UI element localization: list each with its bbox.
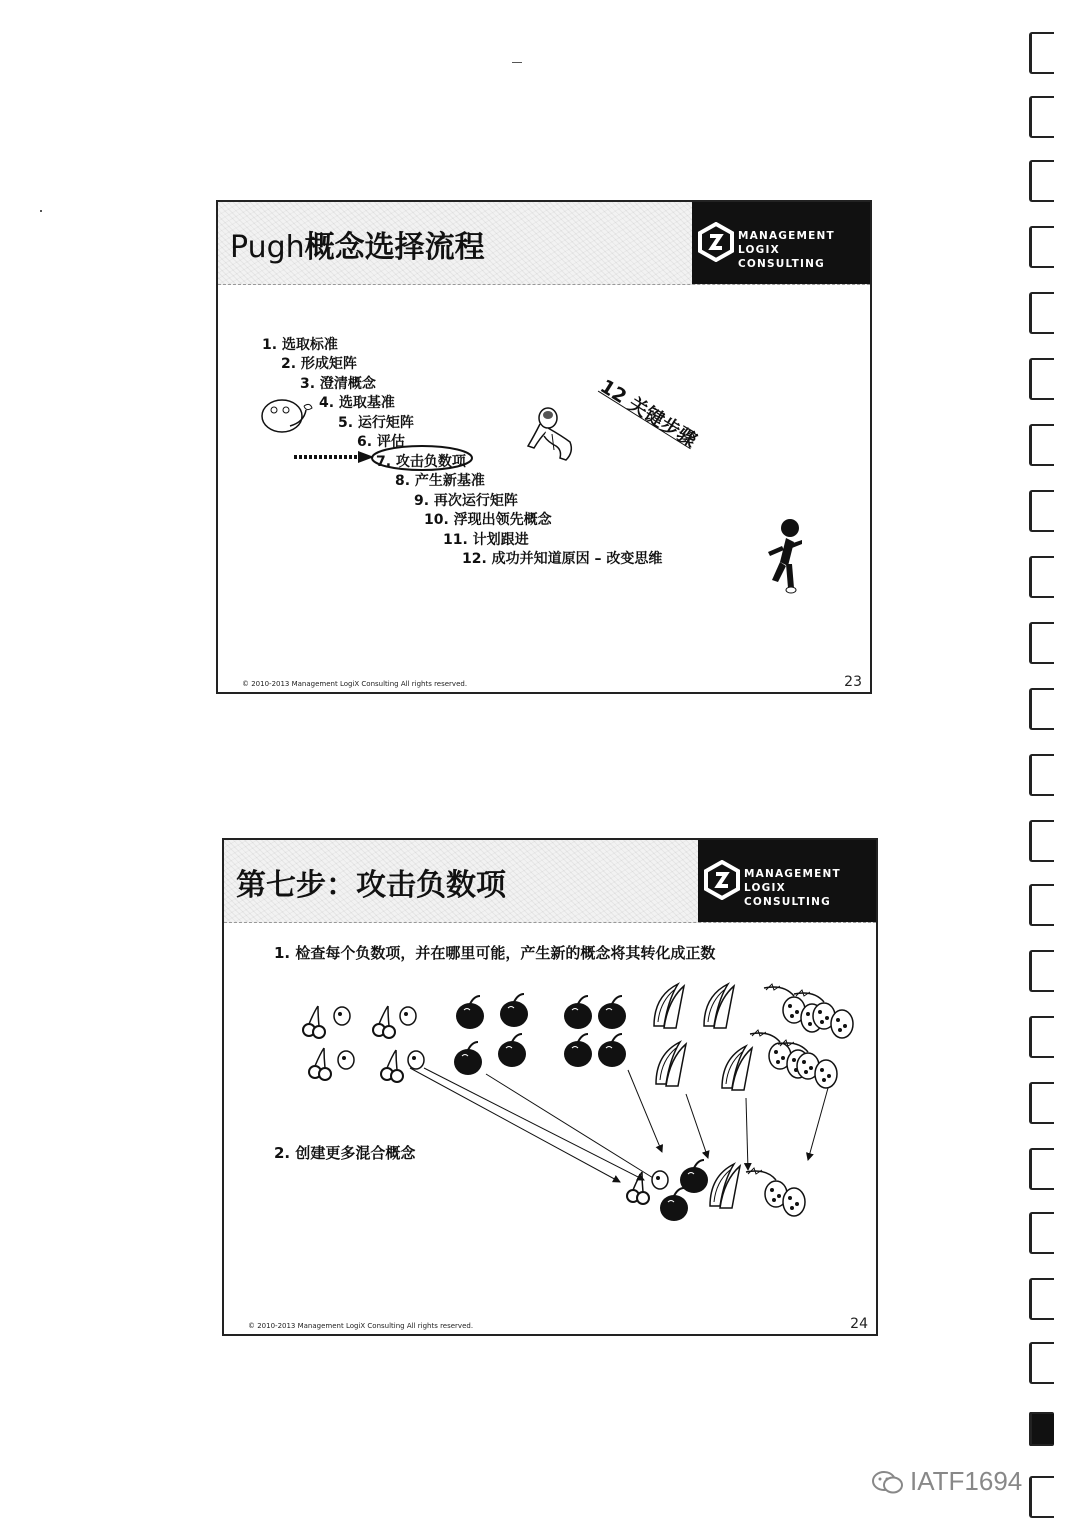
watermark-text: IATF1694 bbox=[910, 1466, 1023, 1496]
cherry-icon bbox=[373, 1006, 395, 1038]
arrow-cherry bbox=[410, 1068, 620, 1182]
logo-line-2: LOGIX CONSULTING bbox=[744, 882, 831, 908]
binder-bracket bbox=[1029, 1212, 1054, 1254]
step-10: 10. 浮现出领先概念 bbox=[424, 512, 552, 528]
logo-line-1: MANAGEMENT bbox=[738, 230, 835, 242]
cherry-icon bbox=[303, 1006, 325, 1038]
crawling-baby-icon bbox=[528, 408, 571, 460]
arrow-berry bbox=[808, 1088, 828, 1160]
copyright: © 2010-2013 Management LogiX Consulting All rights reserved. bbox=[248, 1322, 474, 1330]
step-5: 5. 运行矩阵 bbox=[338, 415, 414, 431]
binder-bracket bbox=[1029, 1476, 1054, 1518]
lemon-icon bbox=[400, 1007, 416, 1025]
arrow-lemon bbox=[424, 1068, 644, 1180]
lemon-icon bbox=[334, 1007, 350, 1025]
company-logo bbox=[692, 202, 870, 284]
key-steps-stamp: 12 关键步骤 bbox=[596, 375, 701, 452]
step-8: 8. 产生新基准 bbox=[395, 473, 485, 489]
running-child-icon bbox=[768, 519, 802, 593]
binder-bracket bbox=[1029, 622, 1054, 664]
step-9: 9. 再次运行矩阵 bbox=[414, 493, 518, 509]
apple-icon bbox=[660, 1188, 688, 1221]
logo-line-2: LOGIX CONSULTING bbox=[738, 244, 825, 270]
lemon-icon bbox=[338, 1051, 354, 1069]
apple-icon bbox=[500, 994, 528, 1027]
binder-bracket bbox=[1029, 160, 1054, 202]
pointer-arrow-head bbox=[358, 451, 374, 463]
title-latin: Pugh bbox=[230, 230, 305, 265]
slide-title: 第七步：攻击负数项 bbox=[236, 868, 506, 903]
apple-icon bbox=[598, 1034, 626, 1067]
arrow-apple bbox=[486, 1074, 666, 1186]
logo-mark-icon bbox=[698, 222, 734, 262]
binder-bracket bbox=[1029, 358, 1054, 400]
apple-icon bbox=[598, 996, 626, 1029]
binder-bracket bbox=[1029, 424, 1054, 466]
raspberry-icon bbox=[746, 1168, 805, 1216]
scan-mark bbox=[40, 210, 42, 212]
step-11: 11. 计划跟进 bbox=[443, 532, 529, 548]
copyright: © 2010-2013 Management LogiX Consulting All rights reserved. bbox=[242, 680, 468, 688]
fruit-illustration bbox=[224, 840, 876, 1334]
point-2: 2. 创建更多混合概念 bbox=[274, 1144, 416, 1162]
binder-bracket bbox=[1029, 292, 1054, 334]
binder-bracket bbox=[1029, 754, 1054, 796]
step-4: 4. 选取基准 bbox=[319, 395, 395, 411]
point-1: 1. 检查每个负数项，并在哪里可能，产生新的概念将其转化成正数 bbox=[274, 944, 716, 962]
binder-bracket bbox=[1029, 96, 1054, 138]
lemon-icon bbox=[652, 1171, 668, 1189]
apple-icon bbox=[564, 996, 592, 1029]
step-7: 7. 攻击负数项 bbox=[376, 454, 466, 470]
step-3: 3. 澄清概念 bbox=[300, 376, 376, 392]
wechat-icon bbox=[872, 1470, 904, 1496]
binder-bracket bbox=[1029, 1082, 1054, 1124]
slide-header bbox=[218, 202, 870, 285]
binder-bracket bbox=[1029, 1278, 1054, 1320]
logo-line-1: MANAGEMENT bbox=[744, 868, 841, 880]
banana-icon bbox=[654, 984, 684, 1028]
arrow-banana bbox=[686, 1094, 708, 1158]
logo-text bbox=[738, 229, 870, 271]
scan-mark bbox=[512, 62, 522, 63]
title-chinese: 概念选择流程 bbox=[304, 230, 485, 265]
apple-icon bbox=[564, 1034, 592, 1067]
arrow-banana-2 bbox=[746, 1098, 748, 1170]
slide-24 bbox=[222, 838, 878, 1336]
page-number: 23 bbox=[844, 674, 862, 690]
apple-icon bbox=[454, 1042, 482, 1075]
binder-bracket bbox=[1029, 32, 1054, 74]
cherry-icon bbox=[309, 1048, 331, 1080]
binder-bracket-filled bbox=[1029, 1412, 1054, 1446]
binder-bracket bbox=[1029, 1148, 1054, 1190]
step-6: 6. 评估 bbox=[357, 434, 405, 450]
banana-icon bbox=[656, 1042, 686, 1086]
binder-bracket bbox=[1029, 1342, 1054, 1384]
cherry-icon bbox=[381, 1050, 403, 1082]
binder-bracket bbox=[1029, 490, 1054, 532]
step-12: 12. 成功并知道原因 – 改变思维 bbox=[462, 551, 663, 567]
page-number: 24 bbox=[850, 1316, 868, 1332]
binder-bracket bbox=[1029, 556, 1054, 598]
binder-bracket bbox=[1029, 226, 1054, 268]
banana-icon bbox=[722, 1046, 752, 1090]
binder-bracket bbox=[1029, 688, 1054, 730]
step-1: 1. 选取标准 bbox=[262, 337, 338, 353]
slide-23 bbox=[216, 200, 872, 694]
apple-icon bbox=[680, 1160, 708, 1193]
banana-icon bbox=[704, 984, 734, 1028]
binder-bracket bbox=[1029, 950, 1054, 992]
binder-bracket bbox=[1029, 884, 1054, 926]
binder-bracket bbox=[1029, 1016, 1054, 1058]
lemon-icon bbox=[408, 1051, 424, 1069]
binder-bracket bbox=[1029, 820, 1054, 862]
apple-icon bbox=[456, 996, 484, 1029]
banana-icon bbox=[710, 1164, 740, 1208]
raspberry-icon bbox=[764, 984, 823, 1032]
step-2: 2. 形成矩阵 bbox=[281, 356, 357, 372]
apple-icon bbox=[498, 1034, 526, 1067]
puzzled-face-icon bbox=[262, 400, 312, 432]
slide-title bbox=[230, 222, 485, 266]
